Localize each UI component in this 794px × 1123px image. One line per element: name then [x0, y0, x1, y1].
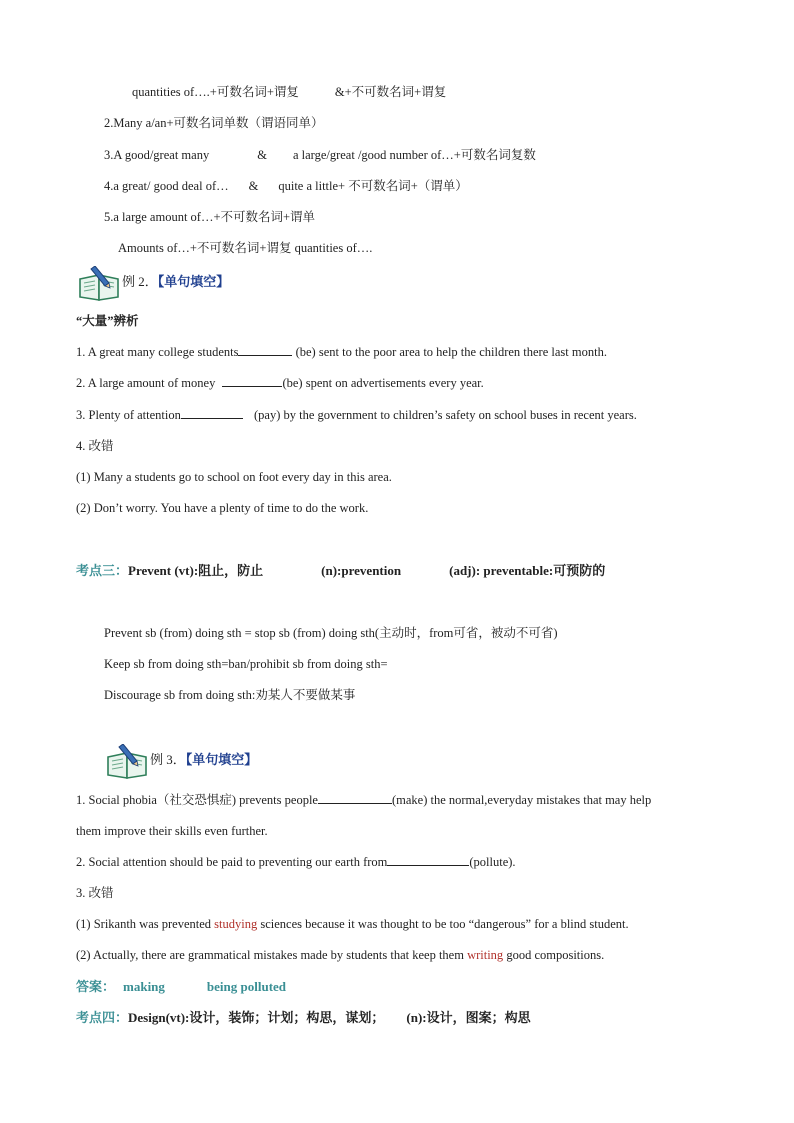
book-pencil-icon: [78, 266, 120, 302]
rule-line-6: Amounts of…+不可数名词+谓复 quantities of….: [118, 241, 373, 255]
point-3-line-3: Discourage sb from doing sth:劝某人不要做某事: [104, 688, 356, 702]
answer-blank[interactable]: [238, 344, 292, 356]
example-2-question-4: 4. 改错: [76, 439, 114, 453]
example-3-correction-2: (2) Actually, there are grammatical mistakes made by students that keep them writing good compositions.: [76, 948, 605, 962]
example-2-question-1: 1. A great many college students (be) sent to the poor area to help the children there last month.: [76, 345, 607, 359]
point-4-heading: 考点四：Design(vt):设计，装饰；计划；构思，谋划； (n):设计，图案；构思: [76, 1010, 531, 1025]
example-3-question-1: 1. Social phobia（社交恐惧症) prevents people (make) the normal,everyday mistakes that may help: [76, 793, 652, 807]
book-pencil-icon: [106, 744, 148, 780]
example-2-title: 例 2．【单句填空】: [122, 274, 230, 289]
example-3-correction-1: (1) Srikanth was prevented studying sciences because it was thought to be too “dangerous” for a blind student.: [76, 917, 629, 931]
answer-blank[interactable]: [222, 375, 282, 387]
example-3-question-3: 3. 改错: [76, 886, 114, 900]
example-3-answer: 答案： making being polluted: [76, 979, 287, 994]
example-3-question-2: 2. Social attention should be paid to preventing our earth from (pollute).: [76, 855, 516, 869]
answer-blank[interactable]: [318, 792, 392, 804]
rule-line-5: 5.a large amount of…+不可数名词+谓单: [104, 210, 316, 224]
rule-line-2: 2.Many a/an+可数名词单数（谓语同单）: [104, 116, 324, 130]
example-2-question-3: 3. Plenty of attention (pay) by the government to children’s safety on school buses in recent years.: [76, 408, 637, 422]
rule-line-3: 3.A good/great many & a large/great /good number of…+可数名词复数: [104, 148, 536, 162]
rule-line-quantities: quantities of….+可数名词+谓复 &+不可数名词+谓复: [132, 85, 447, 99]
point-3-heading: 考点三：Prevent (vt):阻止，防止 (n):prevention (adj): preventable:可预防的: [76, 563, 606, 578]
example-3-title: 例 3．【单句填空】: [150, 752, 258, 767]
answer-blank[interactable]: [181, 407, 243, 419]
point-3-line-2: Keep sb from doing sth=ban/prohibit sb from doing sth=: [104, 657, 388, 671]
example-2-subtitle: “大量”辨析: [76, 314, 139, 328]
example-3-question-1-cont: them improve their skills even further.: [76, 824, 268, 838]
example-2-correction-2: (2) Don’t worry. You have a plenty of time to do the work.: [76, 501, 369, 515]
point-3-line-1: Prevent sb (from) doing sth = stop sb (from) doing sth(主动时，from可省，被动不可省): [104, 626, 558, 640]
example-2-question-2: 2. A large amount of money (be) spent on advertisements every year.: [76, 376, 484, 390]
rule-line-4: 4.a great/ good deal of… & quite a little+ 不可数名词+（谓单）: [104, 179, 468, 193]
answer-blank[interactable]: [387, 854, 469, 866]
example-2-correction-1: (1) Many a students go to school on foot every day in this area.: [76, 470, 392, 484]
